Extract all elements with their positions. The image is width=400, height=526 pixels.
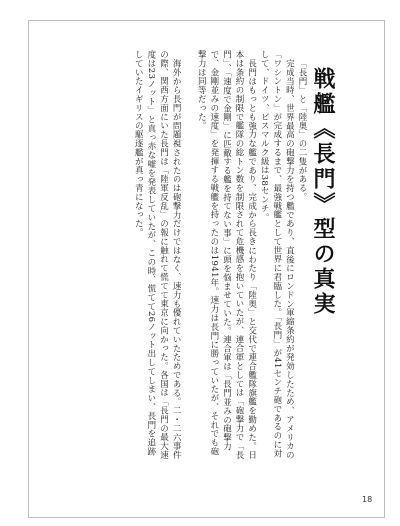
page-number: 18 xyxy=(362,495,373,504)
paragraph-3: 長門はもっとも強力な艦であり、完成から長きにわたり「陸奥」と交代で連合艦隊旗艦を勤めた。日本は条約の制限で艦隊の総トン数を制限されて危機感を抱いていたが、連合軍としては「砲撃力で「長門」、「速度で金剛」に匹敵する艦を持てない事」に頭を悩ませていた。連合軍は「長門並みの砲撃力で、金剛並みの速度」を発揮する戦艦を持ったのは1941年。速力は長門に勝っていたが、それでも砲撃力は同等だった。 xyxy=(196,50,257,460)
page-title: 戦艦《長門》型の真実 xyxy=(310,67,335,317)
body-text xyxy=(132,50,308,460)
paragraph-2: 完成当時、世界最高の砲撃力を持つ艦であり、直後にロンドン軍縮条約が発効したため、アメリカの「ワシントン」が完成するまで、最強戦艦として世界に君臨した。「長門」が41センチ砲であるのに対して、ドイツ、ビスマルク級は38センチ。 xyxy=(259,50,295,459)
paragraph-1: 「長門」と「陸奥」の二隻がある。 xyxy=(297,58,307,201)
paragraph-4: 海外から長門が問題視されたのは砲撃力だけではなく、速力も優れていたためである。二・二六事件の際、関西方面にいた長門は「陸軍反乱」の報に触れて慌てて東京に向かった。各国は「長門の最大速度は23ノット」と真っ赤な嘘を発表していたが、この時、慌てて26ノット出してしまい、長門を追跡していたイギリスの駆逐艦が真っ青になった。 xyxy=(133,50,182,460)
